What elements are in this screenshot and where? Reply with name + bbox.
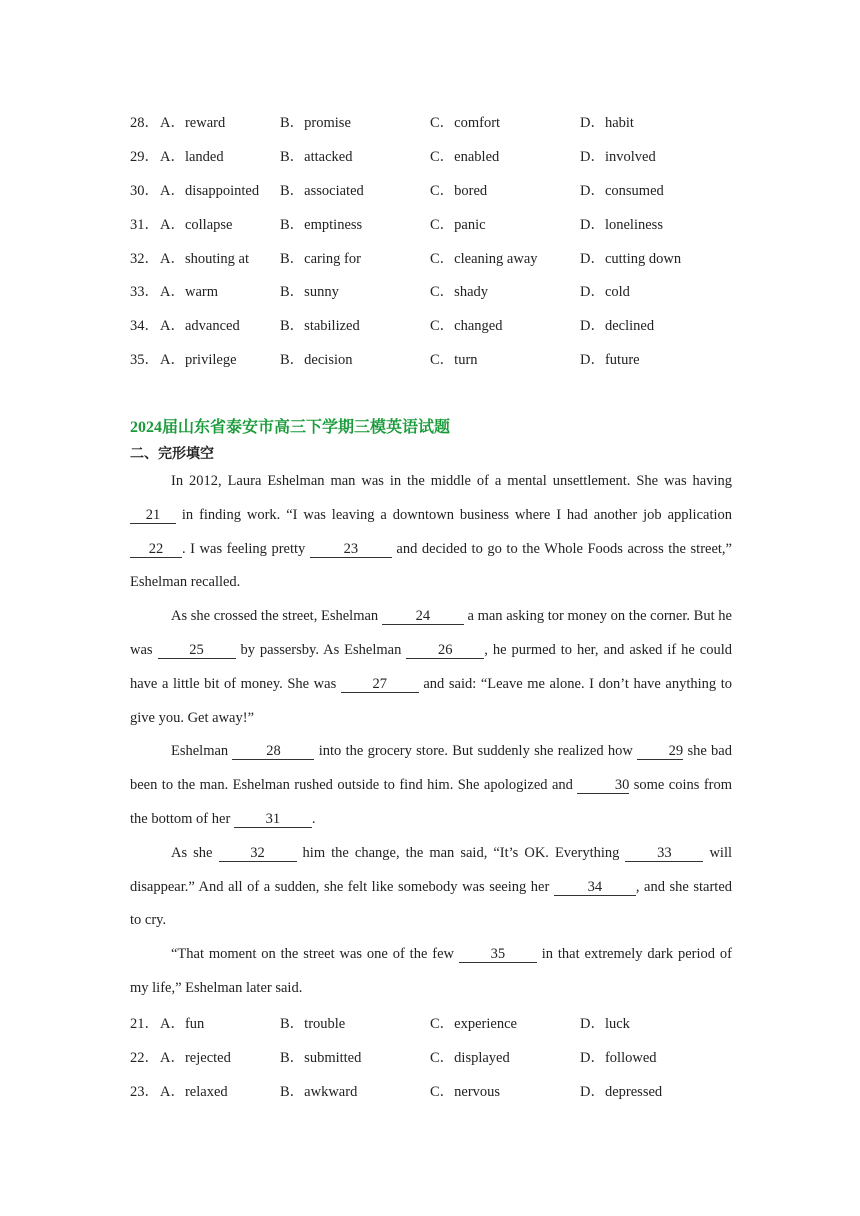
blank-32: 32 [219,844,297,862]
option-d: D．followed [580,1050,657,1067]
options-table-bottom [130,1006,750,1107]
option-c: C．displayed [430,1050,510,1067]
option-a: A．privilege [160,351,237,368]
option-b: B．trouble [280,1016,346,1033]
blank-31: 31 [234,810,312,828]
blank-24: 24 [382,607,464,625]
blank-27: 27 [341,675,419,693]
option-d: D．involved [580,149,656,166]
option-row-33 [130,274,750,308]
option-row-31 [130,206,750,240]
option-row-29 [130,139,750,173]
blank-35: 35 [459,945,537,963]
option-c: C．bored [430,182,488,199]
question-number: 29． [130,149,159,166]
option-a: A．advanced [160,318,240,335]
option-b: B．caring for [280,250,361,267]
question-number: 34． [130,318,159,335]
blank-26: 26 [406,641,484,659]
option-c: C．experience [430,1016,517,1033]
paragraph-5: “That moment on the street was one of the few 35 in that extremely dark period of my life,” Eshelman later said. [130,946,732,996]
option-row-32 [130,240,750,274]
option-row-34 [130,308,750,342]
option-a: A．collapse [160,216,233,233]
option-row-21 [130,1006,750,1040]
option-b: B．associated [280,182,364,199]
option-a: A．disappointed [160,182,260,199]
question-number: 23． [130,1083,159,1100]
paragraph-3: Eshelman 28 into the grocery store. But suddenly she realized how 29 she bad been to the man. Eshelman rushed outside to find him. She apologized and 30 some coins from the bottom of her 31 . [130,743,733,827]
option-c: C．cleaning away [430,250,538,267]
option-row-22 [130,1040,750,1074]
question-number: 33． [130,284,159,301]
option-c: C．turn [430,351,478,368]
paragraph-1: In 2012, Laura Eshelman man was in the middle of a mental unsettlement. She was having 21 in finding work. “I was leaving a downtown business where I had another job application 22 . I was feeling pretty 23 and decided to go to the Whole Foods across the street,” Eshelman recalled. [130,473,732,591]
option-d: D．cutting down [580,250,682,267]
option-a: A．reward [160,115,226,132]
option-c: C．changed [430,318,503,335]
blank-25: 25 [158,641,236,659]
option-d: D．cold [580,284,630,301]
option-d: D．depressed [580,1083,663,1100]
question-number: 31． [130,216,159,233]
option-d: D．future [580,351,640,368]
option-c: C．shady [430,284,488,301]
blank-28: 28 [232,742,314,760]
option-d: D．habit [580,115,634,132]
blank-22: 22 [130,540,182,558]
option-b: B．emptiness [280,216,363,233]
option-a: A．warm [160,284,218,301]
option-a: A．shouting at [160,250,250,267]
option-row-28 [130,105,750,139]
option-b: B．decision [280,351,353,368]
option-d: D．loneliness [580,216,663,233]
option-d: D．declined [580,318,655,335]
paragraph-4: As she 32 him the change, the man said, “It’s OK. Everything 33 will disappear.” And all of a sudden, she felt like somebody was seeing her 34 , and she started to cry. [130,844,733,929]
part-title: 二、完形填空 [130,446,214,462]
option-row-23 [130,1074,750,1108]
option-b: B．awkward [280,1083,358,1100]
options-table-top [130,105,750,375]
option-b: B．sunny [280,284,339,301]
paragraph-2: As she crossed the street, Eshelman 24 a man asking tor money on the corner. But he was 25 by passersby. As Eshelman 26 , he purmed to her, and asked if he could have a little bit of money. She was 27 and said: “Leave me alone. I don’t have anything to give you. Get away!” [130,608,732,726]
blank-29: 29 [637,742,683,760]
option-c: C．enabled [430,149,500,166]
option-a: A．landed [160,149,224,166]
question-number: 32． [130,250,159,267]
option-b: B．submitted [280,1050,362,1067]
question-number: 22． [130,1050,159,1067]
option-b: B．stabilized [280,318,360,335]
blank-34: 34 [554,878,636,896]
cloze-passage [130,465,732,1006]
question-number: 21． [130,1016,159,1033]
blank-23: 23 [310,540,392,558]
option-row-30 [130,173,750,207]
option-a: A．relaxed [160,1083,228,1100]
option-c: C．comfort [430,115,501,132]
blank-33: 33 [625,844,703,862]
option-b: B．promise [280,115,351,132]
option-row-35 [130,342,750,376]
option-c: C．panic [430,216,486,233]
question-number: 35． [130,351,159,368]
question-number: 28． [130,115,159,132]
blank-30: 30 [577,776,629,794]
option-d: D．consumed [580,182,664,199]
option-d: D．luck [580,1016,630,1033]
question-number: 30． [130,182,159,199]
option-a: A．rejected [160,1050,231,1067]
option-b: B．attacked [280,149,353,166]
option-a: A．fun [160,1016,205,1033]
option-c: C．nervous [430,1083,501,1100]
section-title: 2024届山东省泰安市高三下学期三模英语试题 [130,419,451,436]
blank-21: 21 [130,506,176,524]
